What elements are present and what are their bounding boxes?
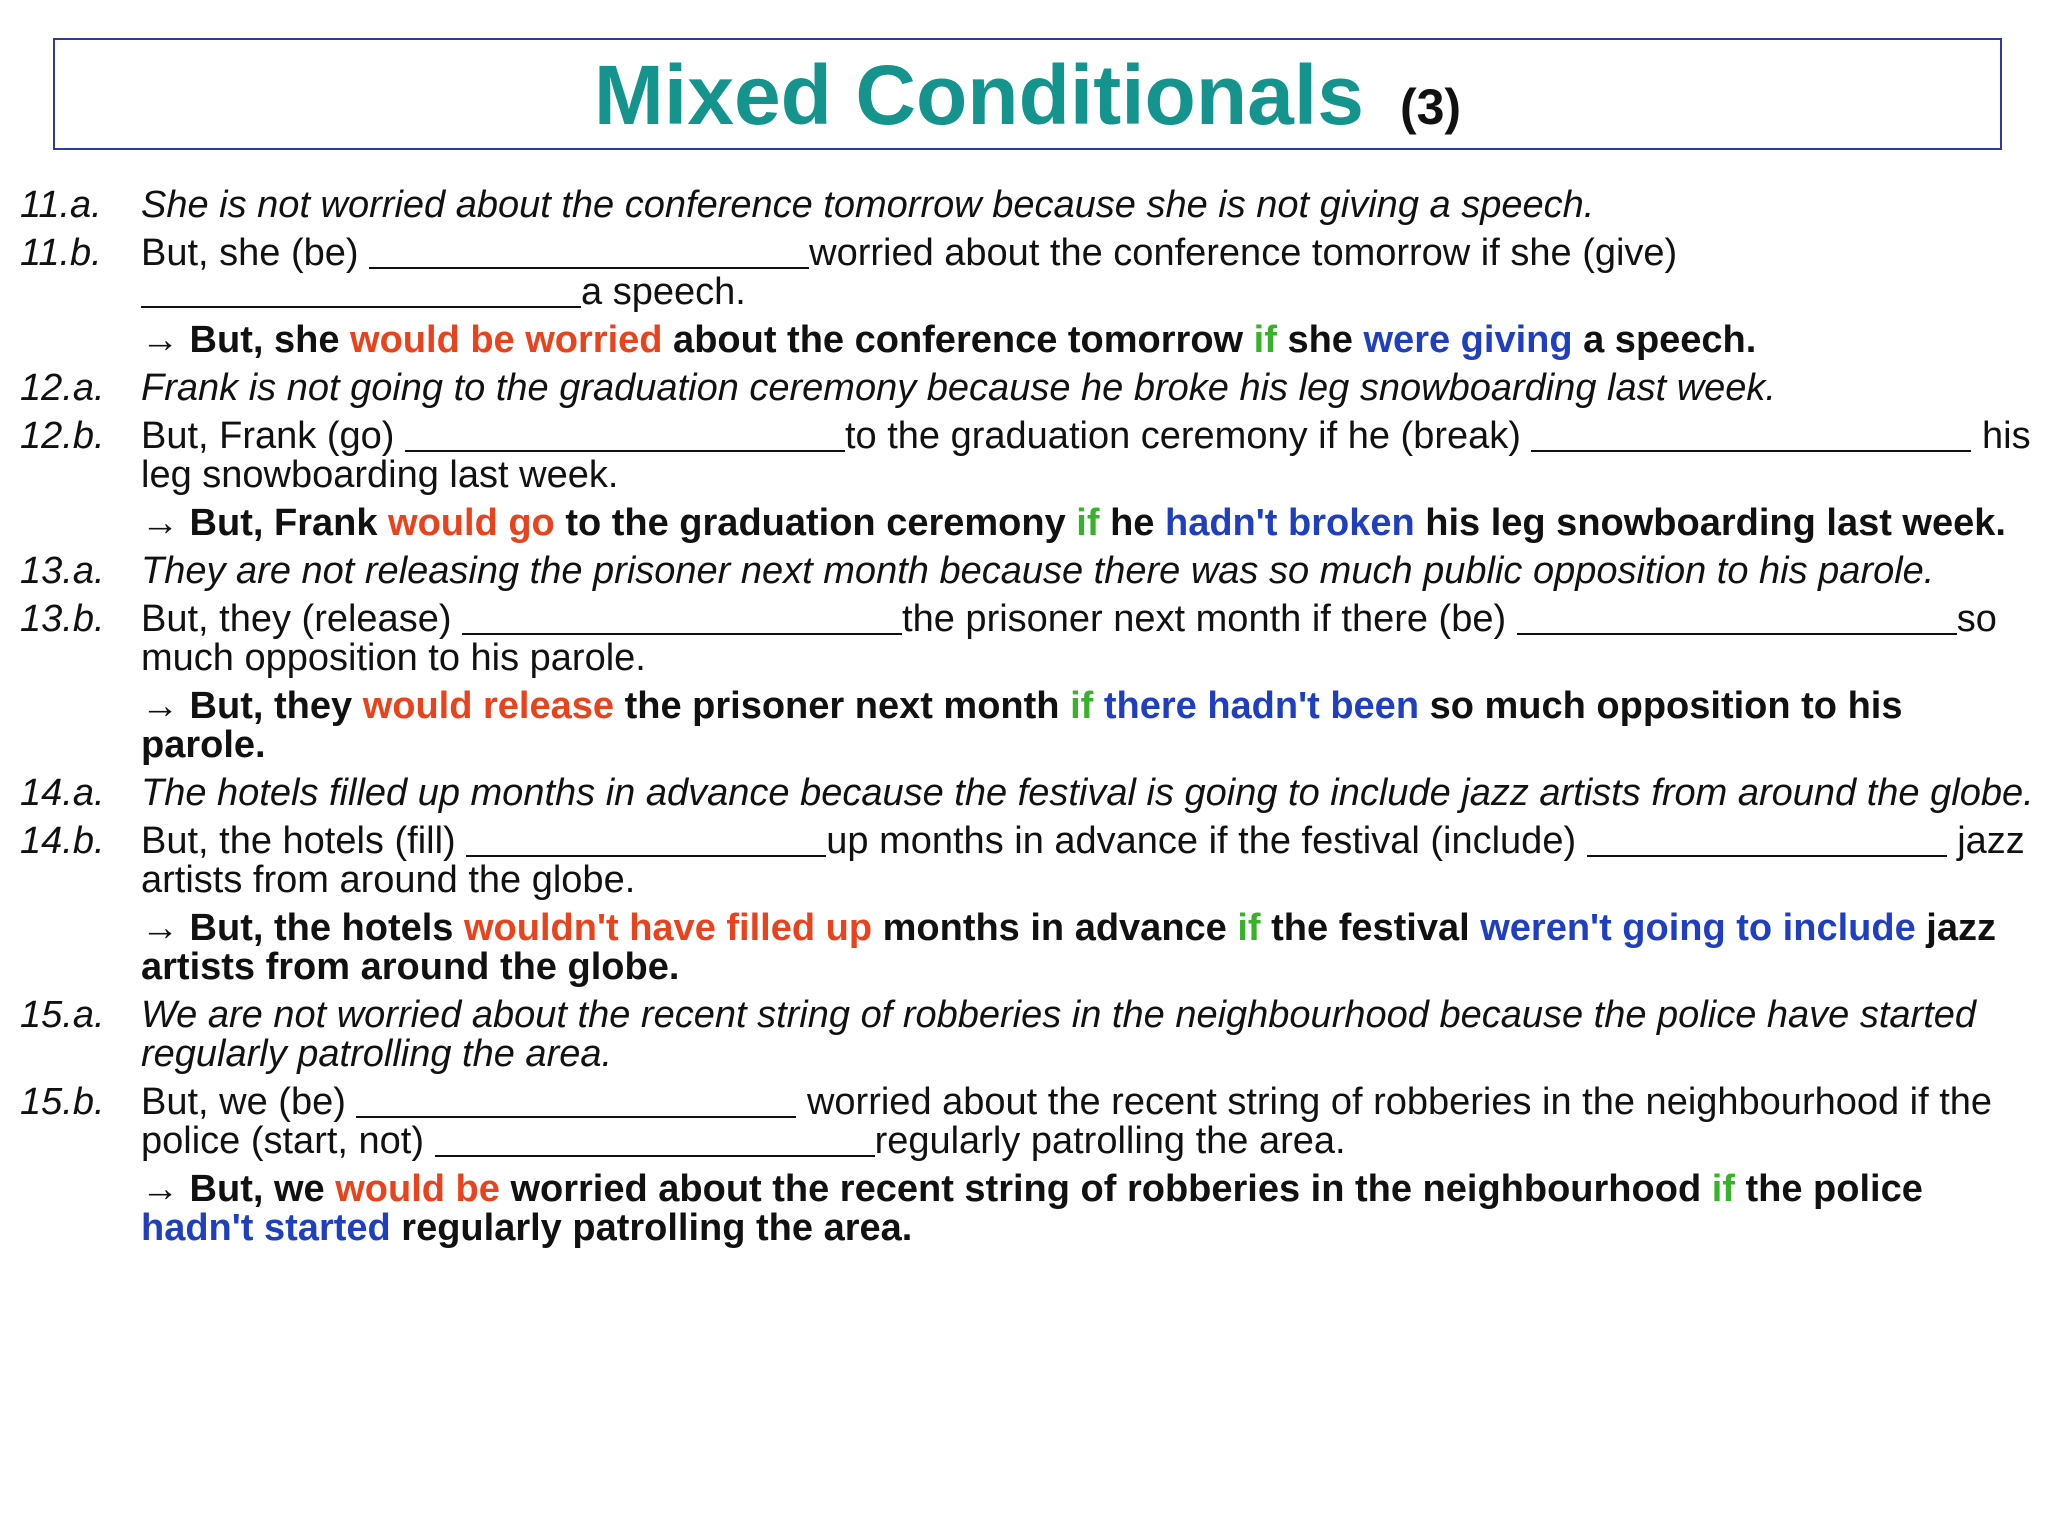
item-13b xyxy=(0,600,2048,678)
item-12b xyxy=(0,417,2048,495)
original-sentence: Frank is not going to the graduation ceremony because he broke his leg snowboarding last week. xyxy=(141,367,1776,409)
item-number: 12.b. xyxy=(20,415,105,457)
answer-15: → But, we would be worried about the recent string of robberies in the neighbourhood if the police hadn't started regularly patrolling the area. xyxy=(141,1168,1923,1249)
prompt-text: regularly patrolling the area. xyxy=(874,1120,1346,1162)
item-number: 15.a. xyxy=(20,994,105,1036)
answer-blank[interactable] xyxy=(369,235,809,269)
item-number: 14.b. xyxy=(20,820,105,862)
answer-blank[interactable] xyxy=(1587,823,1947,857)
if-clause-verb: weren't going to include xyxy=(1480,907,1916,949)
main-clause-verb: would be worried xyxy=(350,319,663,361)
prompt-text: But, the hotels (fill) xyxy=(141,820,467,862)
prompt-text: worried about the recent string of robberies in the neighbourhood if the police (start, not) xyxy=(141,1081,1993,1162)
original-sentence: She is not worried about the conference tomorrow because she is not giving a speech. xyxy=(141,184,1595,226)
item-11a xyxy=(0,186,2048,225)
main-clause-verb: would release xyxy=(362,685,615,727)
main-clause-verb: would go xyxy=(388,502,555,544)
answer-11: → But, she would be worried about the conference tomorrow if she were giving a speech. xyxy=(141,319,1757,361)
main-clause-verb: would be xyxy=(335,1168,500,1210)
exercise-list xyxy=(0,186,2048,1257)
prompt-text: up months in advance if the festival (include) xyxy=(826,820,1587,862)
original-sentence: We are not worried about the recent string of robberies in the neighbourhood because the police have started regularly patrolling the area. xyxy=(141,994,1977,1075)
arrow-icon: → xyxy=(141,319,179,361)
item-number: 13.a. xyxy=(20,550,105,592)
if-word: if xyxy=(1253,319,1277,361)
original-sentence: The hotels filled up months in advance because the festival is going to include jazz artists from around the globe. xyxy=(141,772,2034,814)
arrow-icon: → xyxy=(141,1168,179,1210)
prompt-text: so much opposition to his parole. xyxy=(141,598,1997,679)
arrow-icon: → xyxy=(141,502,179,544)
answer-blank[interactable] xyxy=(1531,418,1971,452)
item-number: 12.a. xyxy=(20,367,105,409)
item-number: 15.b. xyxy=(20,1081,105,1123)
answer-blank[interactable] xyxy=(356,1084,796,1118)
arrow-icon: → xyxy=(141,907,179,949)
answer-blank[interactable] xyxy=(405,418,845,452)
prompt-text: worried about the conference tomorrow if she (give) xyxy=(809,232,1678,274)
answer-blank[interactable] xyxy=(435,1123,875,1157)
if-word: if xyxy=(1076,502,1100,544)
item-14a xyxy=(0,774,2048,813)
item-14b xyxy=(0,822,2048,900)
page-title: Mixed Conditionals xyxy=(593,48,1364,142)
item-number: 14.a. xyxy=(20,772,105,814)
main-clause-verb: wouldn't have filled up xyxy=(464,907,873,949)
item-number: 11.a. xyxy=(20,184,102,226)
answer-12: → But, Frank would go to the graduation ceremony if he hadn't broken his leg snowboarding last week. xyxy=(141,502,2006,544)
answer-blank[interactable] xyxy=(466,823,826,857)
if-clause-verb: hadn't started xyxy=(141,1207,391,1249)
prompt-text: But, she (be) xyxy=(141,232,370,274)
arrow-icon: → xyxy=(141,685,179,727)
answer-blank[interactable] xyxy=(141,274,581,308)
if-word: if xyxy=(1237,907,1261,949)
item-15a xyxy=(0,996,2048,1074)
answer-13: → But, they would release the prisoner next month if there hadn't been so much opposition to his parole. xyxy=(141,685,1903,766)
prompt-text: his leg snowboarding last week. xyxy=(141,415,2031,496)
prompt-text: to the graduation ceremony if he (break) xyxy=(844,415,1532,457)
if-clause-verb: hadn't broken xyxy=(1164,502,1415,544)
prompt-text: the prisoner next month if there (be) xyxy=(902,598,1517,640)
prompt-text: But, they (release) xyxy=(141,598,463,640)
item-13a xyxy=(0,552,2048,591)
prompt-text: But, Frank (go) xyxy=(141,415,405,457)
if-word: if xyxy=(1711,1168,1735,1210)
answer-blank[interactable] xyxy=(1517,601,1957,635)
prompt-text: a speech. xyxy=(581,271,746,313)
title-box xyxy=(53,38,2002,150)
original-sentence: They are not releasing the prisoner next month because there was so much public opposition to his parole. xyxy=(141,550,1935,592)
item-number: 13.b. xyxy=(20,598,105,640)
answer-blank[interactable] xyxy=(462,601,902,635)
if-word: if xyxy=(1070,685,1094,727)
page-title-number: (3) xyxy=(1399,79,1462,135)
prompt-text: jazz artists from around the globe. xyxy=(141,820,2025,901)
item-12a xyxy=(0,369,2048,408)
if-clause-verb: there hadn't been xyxy=(1103,685,1420,727)
answer-14: → But, the hotels wouldn't have filled up months in advance if the festival weren't going to include jazz artists from around the globe. xyxy=(141,907,1996,988)
item-15b xyxy=(0,1083,2048,1161)
item-11b xyxy=(0,234,2048,312)
if-clause-verb: were giving xyxy=(1363,319,1573,361)
prompt-text: But, we (be) xyxy=(141,1081,357,1123)
item-number: 11.b. xyxy=(20,232,102,274)
